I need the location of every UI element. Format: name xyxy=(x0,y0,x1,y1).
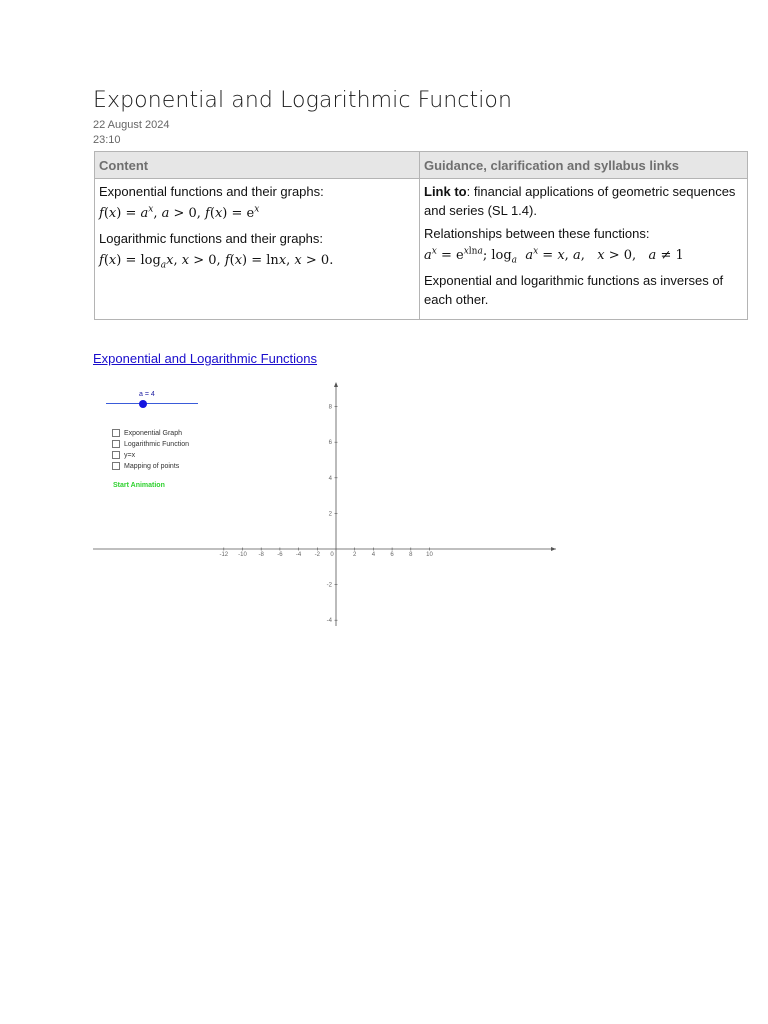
table-header-row xyxy=(95,152,748,179)
page-date: 22 August 2024 xyxy=(93,119,170,131)
geogebra-applet[interactable] xyxy=(93,378,563,630)
y-axis-arrow xyxy=(334,382,338,387)
guidance-inverses: Exponential and logarithmic functions as inverses of each other. xyxy=(424,273,724,307)
relationship-formula: $a^x = e^{xlna}$; $\log_a a^x = x$, a, x > 0, a ≠ 1 xyxy=(424,246,684,266)
logarithmic-formula: $f(x) = \log_ax$, x > 0, f(x) = lnx, x > 0. xyxy=(99,253,334,271)
content-cell xyxy=(95,179,420,320)
y-tick-label: 6 xyxy=(328,440,332,447)
table-header-guidance: Guidance, clarification and syllabus links xyxy=(420,152,748,179)
checkbox-label: Mapping of points xyxy=(124,462,180,470)
y-tick-label: 2 xyxy=(328,511,332,518)
checkbox-box[interactable] xyxy=(112,451,120,459)
x-tick-label: 8 xyxy=(409,552,413,558)
y-tick-label: -2 xyxy=(326,582,332,589)
slider-knob[interactable] xyxy=(139,400,147,408)
x-tick-label: -4 xyxy=(295,552,302,558)
x-tick-label: 6 xyxy=(390,552,394,558)
x-tick-label: 4 xyxy=(371,552,376,558)
content-line-exponential: Exponential functions and their graphs: xyxy=(99,184,324,199)
content-line-logarithmic: Logarithmic functions and their graphs: xyxy=(99,231,324,246)
x-tick-label: 0 xyxy=(330,552,334,558)
start-animation-button[interactable]: Start Animation xyxy=(113,482,165,489)
checkbox-label: Exponential Graph xyxy=(124,429,182,437)
guidance-cell xyxy=(420,179,748,320)
x-tick-label: 2 xyxy=(353,552,357,558)
x-tick-label: -12 xyxy=(219,552,229,558)
guidance-link-line xyxy=(424,182,743,220)
checkbox-y-equals-x[interactable] xyxy=(112,451,135,459)
x-tick-label: -2 xyxy=(314,552,320,558)
page-title: Exponential and Logarithmic Function xyxy=(93,88,513,113)
slider-track[interactable] xyxy=(106,403,198,404)
graph-axes[interactable] xyxy=(93,378,563,630)
link-to-text: : financial applications of geometric sequences and series (SL 1.4). xyxy=(424,184,736,218)
syllabus-table xyxy=(94,151,748,320)
checkbox-label: Logarithmic Function xyxy=(124,440,189,448)
x-tick-label: 10 xyxy=(426,552,433,558)
y-tick-label: 8 xyxy=(328,404,332,411)
geogebra-link[interactable]: Exponential and Logarithmic Functions xyxy=(93,351,318,366)
checkbox-mapping-of-points[interactable] xyxy=(112,462,179,470)
checkbox-exponential-graph[interactable] xyxy=(112,429,182,437)
table-header-content: Content xyxy=(95,152,420,179)
guidance-relationships: Relationships between these functions: xyxy=(424,226,650,241)
x-tick-label: -10 xyxy=(238,552,247,558)
slider-label: a = 4 xyxy=(139,391,155,398)
x-axis-arrow xyxy=(551,547,556,551)
checkbox-box[interactable] xyxy=(112,440,120,448)
checkbox-box[interactable] xyxy=(112,429,120,437)
exponential-formula: $f(x) = a^x$, a > 0, $f(x) = e^x$ xyxy=(99,204,260,221)
x-tick-label: -8 xyxy=(258,552,264,558)
link-to-label: Link to xyxy=(424,184,467,199)
x-tick-label: -6 xyxy=(277,552,283,558)
page-time: 23:10 xyxy=(93,134,121,146)
checkbox-label: y=x xyxy=(124,451,136,459)
table-row xyxy=(95,179,748,320)
y-tick-label: -4 xyxy=(326,618,332,625)
y-tick-label: 4 xyxy=(328,475,332,482)
checkbox-logarithmic-function[interactable] xyxy=(112,440,189,448)
checkbox-box[interactable] xyxy=(112,462,120,470)
